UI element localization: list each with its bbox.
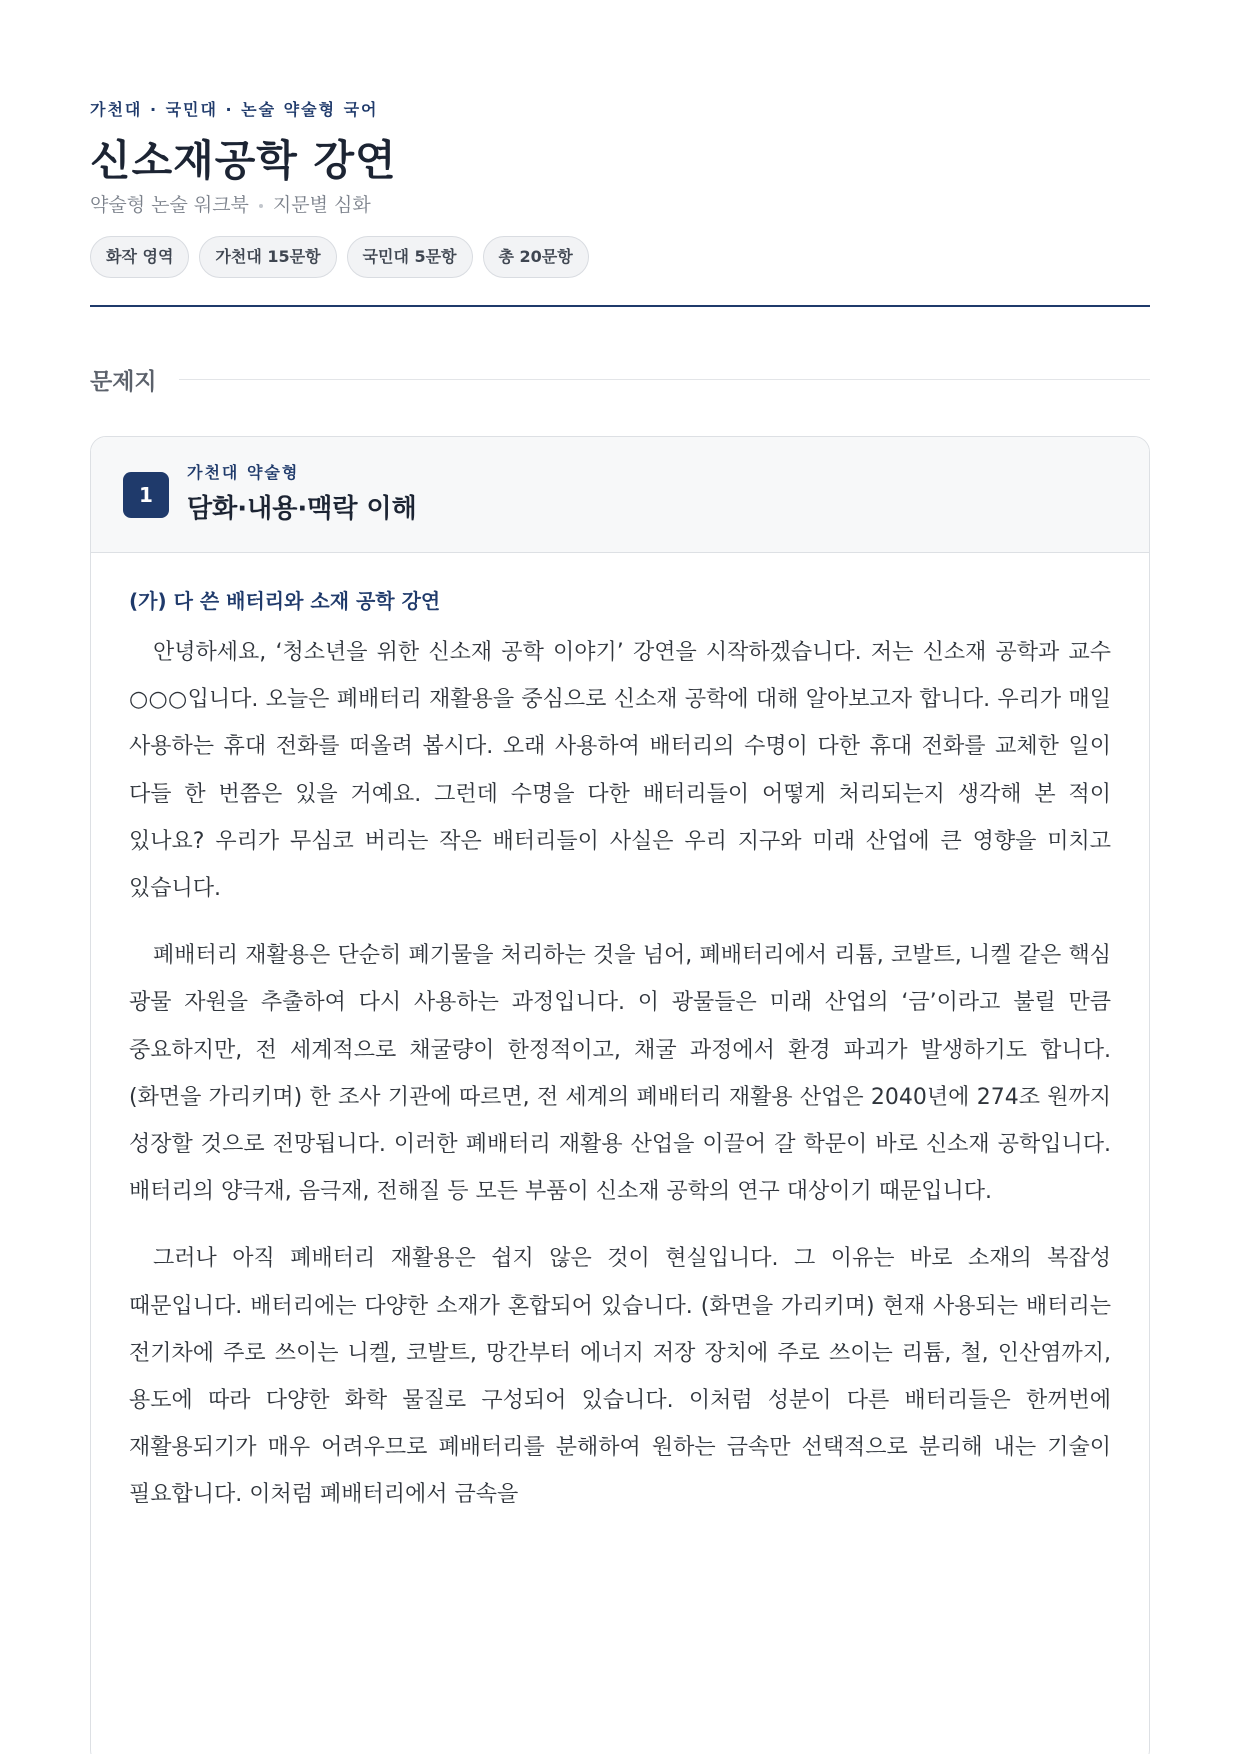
header-divider — [90, 305, 1150, 307]
page-header — [90, 100, 1150, 278]
passage-paragraph: 안녕하세요, ‘청소년을 위한 신소재 공학 이야기’ 강연을 시작하겠습니다. 저는 신소재 공학과 교수 ○○○입니다. 오늘은 폐배터리 재활용을 중심으로 신소재 공학에 대해 알아보고자 합니다. 우리가 매일 사용하는 휴대 전화를 떠올려 봅시다. 오래 사용하여 배터리의 수명이 다한 휴대 전화를 교체한 일이 다들 한 번쯤은 있을 거예요. 그런데 수명을 다한 배터리들이 어떻게 처리되는지 생각해 본 적이 있나요? 우리가 무심코 버리는 작은 배터리들이 사실은 우리 지구와 미래 산업에 큰 영향을 미치고 있습니다. — [129, 640, 1111, 902]
tag-domain: 화작 영역 — [90, 236, 189, 278]
section-divider — [179, 379, 1150, 380]
passage-paragraph: 그러나 아직 폐배터리 재활용은 쉽지 않은 것이 현실입니다. 그 이유는 바로 소재의 복잡성 때문입니다. 배터리에는 다양한 소재가 혼합되어 있습니다. (화면을 가리키며) 현재 사용되는 배터리는 전기차에 주로 쓰이는 니켈, 코발트, 망간부터 에너지 저장 장치에 주로 쓰이는 리튬, 철, 인산염까지, 용도에 따라 다양한 화학 물질로 구성되어 있습니다. 이처럼 성분이 다른 배터리들은 한꺼번에 재활용되기가 매우 어려우므로 폐배터리를 분해하여 원하는 금속만 선택적으로 분리해 내는 기술이 필요합니다. 이처럼 폐배터리에서 금속을 — [129, 1246, 1111, 1508]
tag-kookmin-count: 국민대 5문항 — [347, 236, 473, 278]
question-type: 가천대 약술형 — [187, 463, 300, 482]
tag-list — [90, 236, 1150, 278]
question-number-badge: 1 — [123, 472, 169, 518]
subtitle-detail: 지문별 심화 — [272, 194, 371, 216]
question-card-header — [91, 437, 1149, 553]
page-title: 신소재공학 강연 — [90, 136, 397, 185]
passage-paragraph: 폐배터리 재활용은 단순히 폐기물을 처리하는 것을 넘어, 폐배터리에서 리튬, 코발트, 니켈 같은 핵심 광물 자원을 추출하여 다시 사용하는 과정입니다. 이 광물들은 미래 산업의 ‘금’이라고 불릴 만큼 중요하지만, 전 세계적으로 채굴량이 한정적이고, 채굴 과정에서 환경 파괴가 발생하기도 합니다. (화면을 가리키며) 한 조사 기관에 따르면, 전 세계의 폐배터리 재활용 산업은 2040년에 274조 원까지 성장할 것으로 전망됩니다. 이러한 폐배터리 재활용 산업을 이끌어 갈 학문이 바로 신소재 공학입니다. 배터리의 양극재, 음극재, 전해질 등 모든 부품이 신소재 공학의 연구 대상이기 때문입니다. — [129, 943, 1111, 1205]
subtitle-workbook: 약술형 논술 워크북 — [90, 194, 249, 216]
section-title: 문제지 — [90, 368, 157, 395]
passage-title: (가) 다 쓴 배터리와 소재 공학 강연 — [129, 589, 441, 613]
question-title: 담화·내용·맥락 이해 — [187, 494, 417, 524]
tag-gachon-count: 가천대 15문항 — [199, 236, 336, 278]
question-card — [90, 436, 1150, 1754]
subtitle-separator-dot — [259, 204, 263, 208]
question-card-body — [91, 553, 1149, 1519]
page-subtitle — [90, 192, 1150, 218]
section-heading — [90, 362, 1150, 396]
question-meta — [187, 463, 417, 525]
header-eyebrow: 가천대 · 국민대 · 논술 약술형 국어 — [90, 100, 379, 119]
tag-total-count: 총 20문항 — [483, 236, 589, 278]
